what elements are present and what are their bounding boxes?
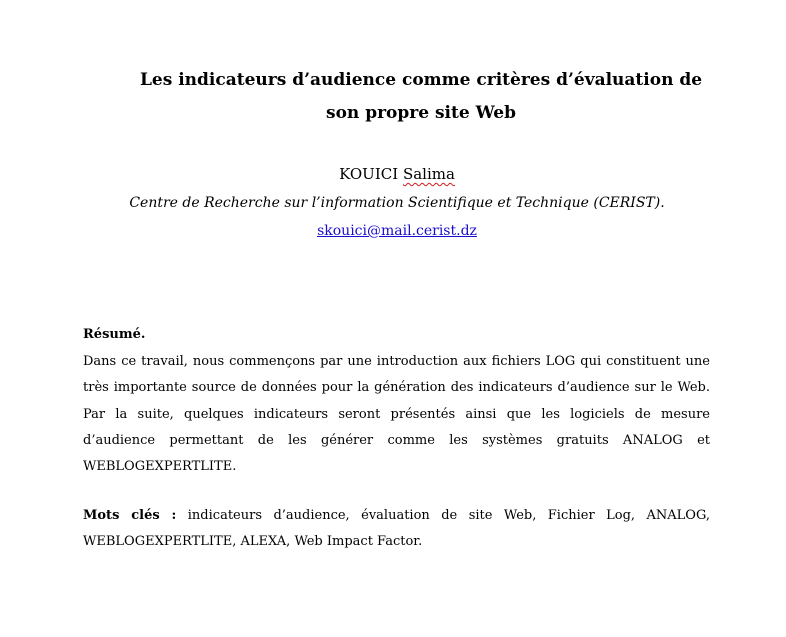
paper-title-line-2: son propre site Web [326,103,516,123]
abstract-body: Dans ce travail, nous commençons par une introduction aux fichiers LOG qui constituent une très importante source de données pour la génération des indicateurs d’audience sur le Web. Par la suite, quelques indicateurs seront présentés ainsi que les logiciels de mesure d’audience permettant de les générer comme les systèmes gratuits ANALOG et WEBLOGEXPERTLITE. [83,354,710,475]
author-lastname: KOUICI [339,165,399,183]
keywords-paragraph [83,503,710,556]
author-firstname: Salima [402,165,455,183]
email-link[interactable]: skouici@mail.cerist.dz [317,223,477,239]
keywords-list: indicateurs d’audience, évaluation de site Web, Fichier Log, ANALOG, WEBLOGEXPERTLITE, ALEXA, Web Impact Factor. [83,508,710,550]
keywords-label: Mots clés : [83,508,177,523]
author-affiliation: Centre de Recherche sur l’information Scientifique et Technique (CERIST). [129,195,665,211]
author-name [0,164,786,184]
author-email [0,221,786,241]
abstract-heading: Résumé. [83,327,146,342]
paper-title-line-1: Les indicateurs d’audience comme critères d’évaluation de [139,70,703,90]
